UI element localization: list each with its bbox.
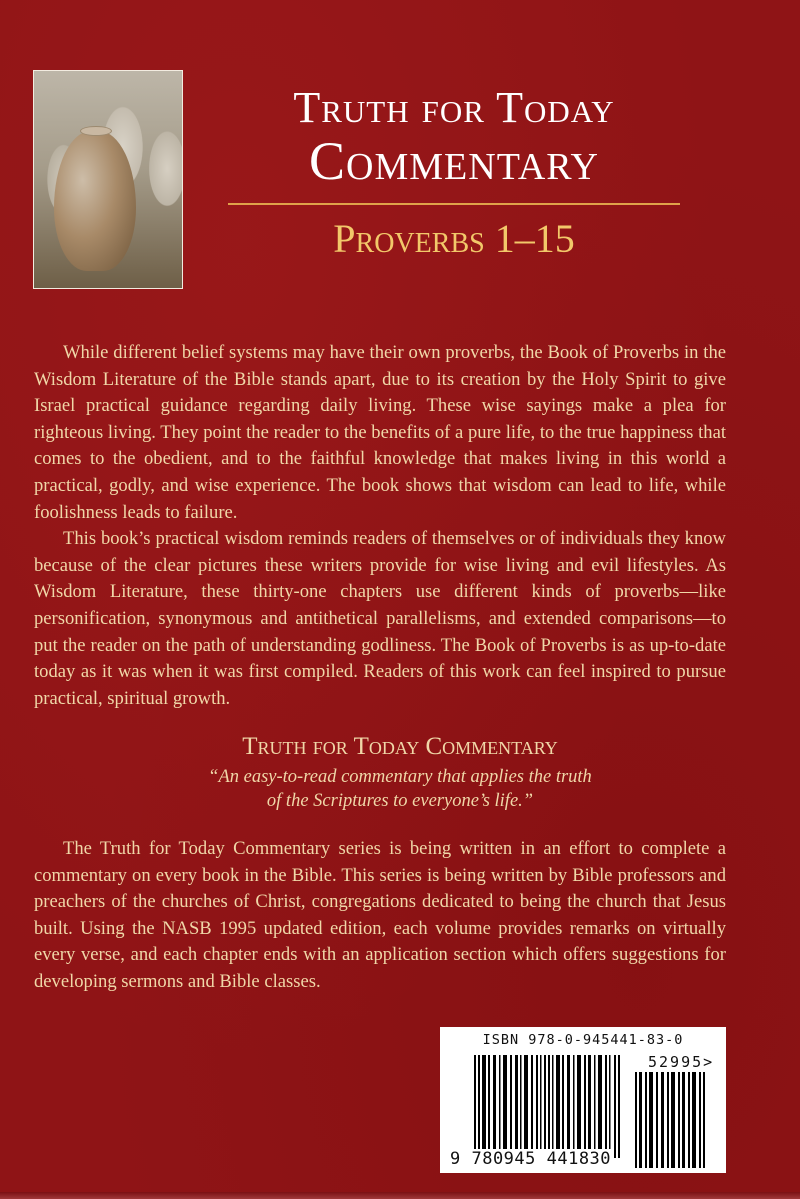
tagline-line-1: “An easy-to-read commentary that applies the truth	[208, 767, 592, 787]
series-tagline	[0, 765, 800, 813]
book-title: Proverbs 1–15	[333, 216, 575, 261]
cover-photo	[33, 70, 183, 289]
ean-digits-text: 9 780945 441830	[450, 1149, 612, 1169]
series-description	[34, 836, 726, 996]
description-paragraph-1: While different belief systems may have their own proverbs, the Book of Proverbs in the Wisdom Literature of the Bible stands apart, due to its creation by the Holy Spirit to give Israel practical guidance regarding daily living. These wise sayings make a plea for righteous living. They point the reader to the benefits of a pure life, to the true happiness that comes to the obedient, and to the faithful knowledge that makes living in this world a practical, godly, and wise experience. The book shows that wisdom can lead to life, while foolishness leads to failure.	[34, 342, 726, 523]
price-code: 52995>	[648, 1053, 715, 1071]
title-divider	[228, 203, 680, 205]
series-paragraph: The Truth for Today Commentary series is being written in an effort to complete a commentary on every book in the Bible. This series is being written by Bible professors and preachers of the churches of Christ, congregations dedicated to being the church that Jesus built. Using the NASB 1995 updated edition, each volume provides remarks on virtually every verse, and each chapter ends with an application section which offers suggestions for developing sermons and Bible classes.	[34, 838, 726, 992]
ean-barcode-bars	[474, 1055, 620, 1158]
cover-bottom-edge	[0, 1192, 800, 1199]
title-block	[228, 85, 680, 261]
series-title-line1: Truth for Today	[293, 83, 615, 132]
price-addon-bars	[635, 1072, 705, 1168]
ean-digits	[450, 1149, 611, 1169]
vase-shape	[54, 131, 136, 271]
series-title-line2: Commentary	[309, 131, 599, 191]
isbn-barcode	[440, 1027, 726, 1173]
tagline-line-2: of the Scriptures to everyone’s life.”	[266, 791, 534, 811]
book-description	[34, 340, 726, 712]
isbn-label: ISBN 978-0-945441-83-0	[482, 1032, 684, 1048]
vase-rim	[80, 126, 112, 136]
description-paragraph-2: This book’s practical wisdom reminds readers of themselves or of individuals they know because of the clear pictures these writers provide for wise living and evil lifestyles. As Wisdom Literature, these thirty-one chapters use different kinds of proverbs—like personification, synonymous and antithetical parallelisms, and extended comparisons—to put the reader on the path of understanding godliness. The Book of Proverbs is as up-to-date today as it was when it was first compiled. Readers of this work can feel inspired to pursue practical, spiritual growth.	[34, 528, 726, 709]
series-heading: Truth for Today Commentary	[242, 733, 558, 760]
